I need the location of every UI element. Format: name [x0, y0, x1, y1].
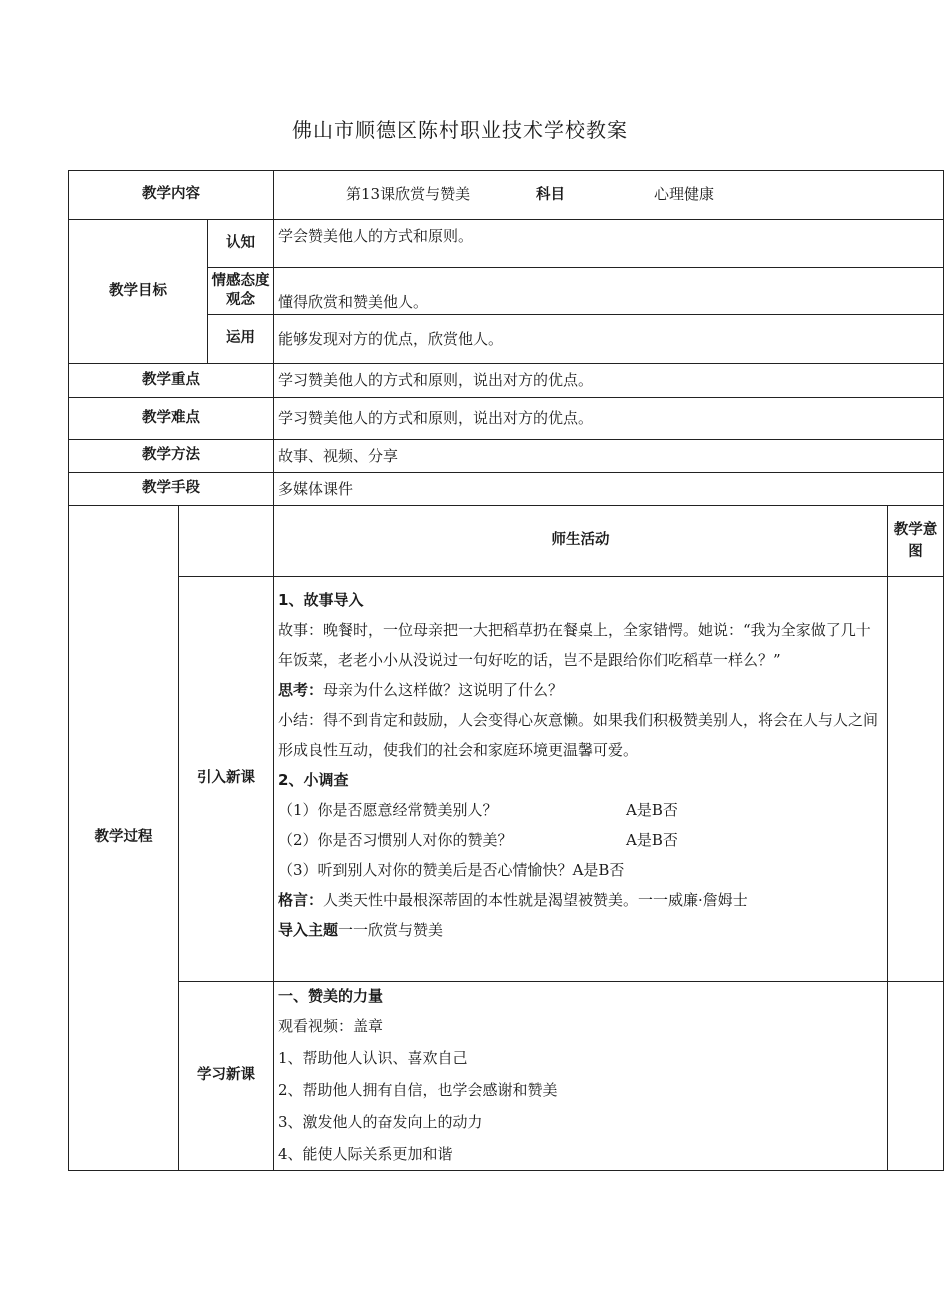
- theme-text: 一一欣赏与赞美: [338, 921, 444, 939]
- info-row: [69, 398, 944, 440]
- lesson-plan-table: [68, 170, 944, 1171]
- info-row: [69, 440, 944, 473]
- row-text: 学习赞美他人的方式和原则，说出对方的优点。: [274, 364, 944, 398]
- new-lesson-row: [69, 982, 944, 1171]
- point-item: 2、帮助他人拥有自信，也学会感谢和赞美: [278, 1081, 558, 1099]
- intro-activity: [274, 577, 888, 982]
- document-title: 佛山市顺德区陈村职业技术学校教案: [292, 118, 628, 142]
- intro-label: 引入新课: [179, 577, 274, 982]
- story-heading: 1、故事导入: [278, 591, 364, 609]
- survey-answer: A是B否: [626, 801, 678, 819]
- quote-text: 人类天性中最根深蒂固的本性就是渴望被赞美。一一威廉·詹姆士: [323, 891, 748, 909]
- objective-label: 运用: [208, 315, 274, 364]
- row-label: 教学手段: [69, 473, 274, 506]
- objective-row: [69, 220, 944, 268]
- process-label: 教学过程: [69, 506, 179, 1171]
- survey-answer: A是B否: [626, 831, 678, 849]
- survey-item: [278, 855, 883, 885]
- objectives-label: 教学目标: [69, 220, 208, 364]
- activity-header: 师生活动: [274, 506, 888, 577]
- think-label: 思考：: [278, 681, 324, 699]
- survey-item: [278, 825, 883, 855]
- survey-question: （1）你是否愿意经常赞美别人？: [278, 801, 498, 819]
- intro-row: [69, 577, 944, 982]
- subject-value: 心理健康: [654, 185, 715, 204]
- row-label: 教学难点: [69, 398, 274, 440]
- theme-label: 导入主题: [278, 921, 339, 939]
- row-label: 教学方法: [69, 440, 274, 473]
- story-text: 故事：晚餐时，一位母亲把一大把稻草扔在餐桌上，全家错愕。她说：“我为全家做了几十年饭菜，老老小小从没说过一句好吃的话，岂不是跟给你们吃稻草一样么？”: [278, 621, 871, 669]
- info-row: [69, 364, 944, 398]
- info-row: [69, 473, 944, 506]
- subject-label: 科目: [536, 187, 566, 204]
- objective-text: 懂得欣赏和赞美他人。: [274, 268, 944, 315]
- objective-text: 学会赞美他人的方式和原则。: [274, 220, 944, 268]
- row-text: 学习赞美他人的方式和原则，说出对方的优点。: [274, 398, 944, 440]
- point-item: 4、能使人际关系更加和谐: [278, 1145, 453, 1163]
- survey-question: （2）你是否习惯别人对你的赞美？: [278, 831, 513, 849]
- objective-label: 认知: [208, 220, 274, 268]
- objective-text: 能够发现对方的优点，欣赏他人。: [274, 315, 944, 364]
- row-text: 多媒体课件: [274, 473, 944, 506]
- summary-text: 小结：得不到肯定和鼓励，人会变得心灰意懒。如果我们积极赞美别人，将会在人与人之间形成良性互动，使我们的社会和家庭环境更温馨可爱。: [278, 711, 879, 759]
- content-label: 教学内容: [69, 171, 274, 220]
- survey-heading: 2、小调查: [278, 771, 349, 789]
- point-item: 1、帮助他人认识、喜欢自己: [278, 1049, 468, 1067]
- lesson-title: 第13课欣赏与赞美: [346, 185, 471, 204]
- process-header-row: [69, 506, 944, 577]
- new-lesson-label: 学习新课: [179, 982, 274, 1171]
- row-label: 教学重点: [69, 364, 274, 398]
- new-lesson-heading: 一、赞美的力量: [278, 987, 384, 1005]
- intent-header: 教学意图: [888, 506, 944, 577]
- survey-item: [278, 795, 883, 825]
- video-text: 观看视频：盖章: [278, 1017, 384, 1035]
- new-lesson-activity: [274, 982, 888, 1171]
- header-row: [69, 171, 944, 220]
- point-item: 3、激发他人的奋发向上的动力: [278, 1113, 483, 1131]
- survey-question: （3）听到别人对你的赞美后是否心情愉快？: [278, 861, 573, 879]
- row-text: 故事、视频、分享: [274, 440, 944, 473]
- think-text: 母亲为什么这样做？这说明了什么？: [323, 681, 564, 699]
- quote-label: 格言：: [278, 891, 324, 909]
- survey-answer: A是B否: [572, 861, 625, 879]
- objective-label: 情感态度观念: [208, 268, 274, 315]
